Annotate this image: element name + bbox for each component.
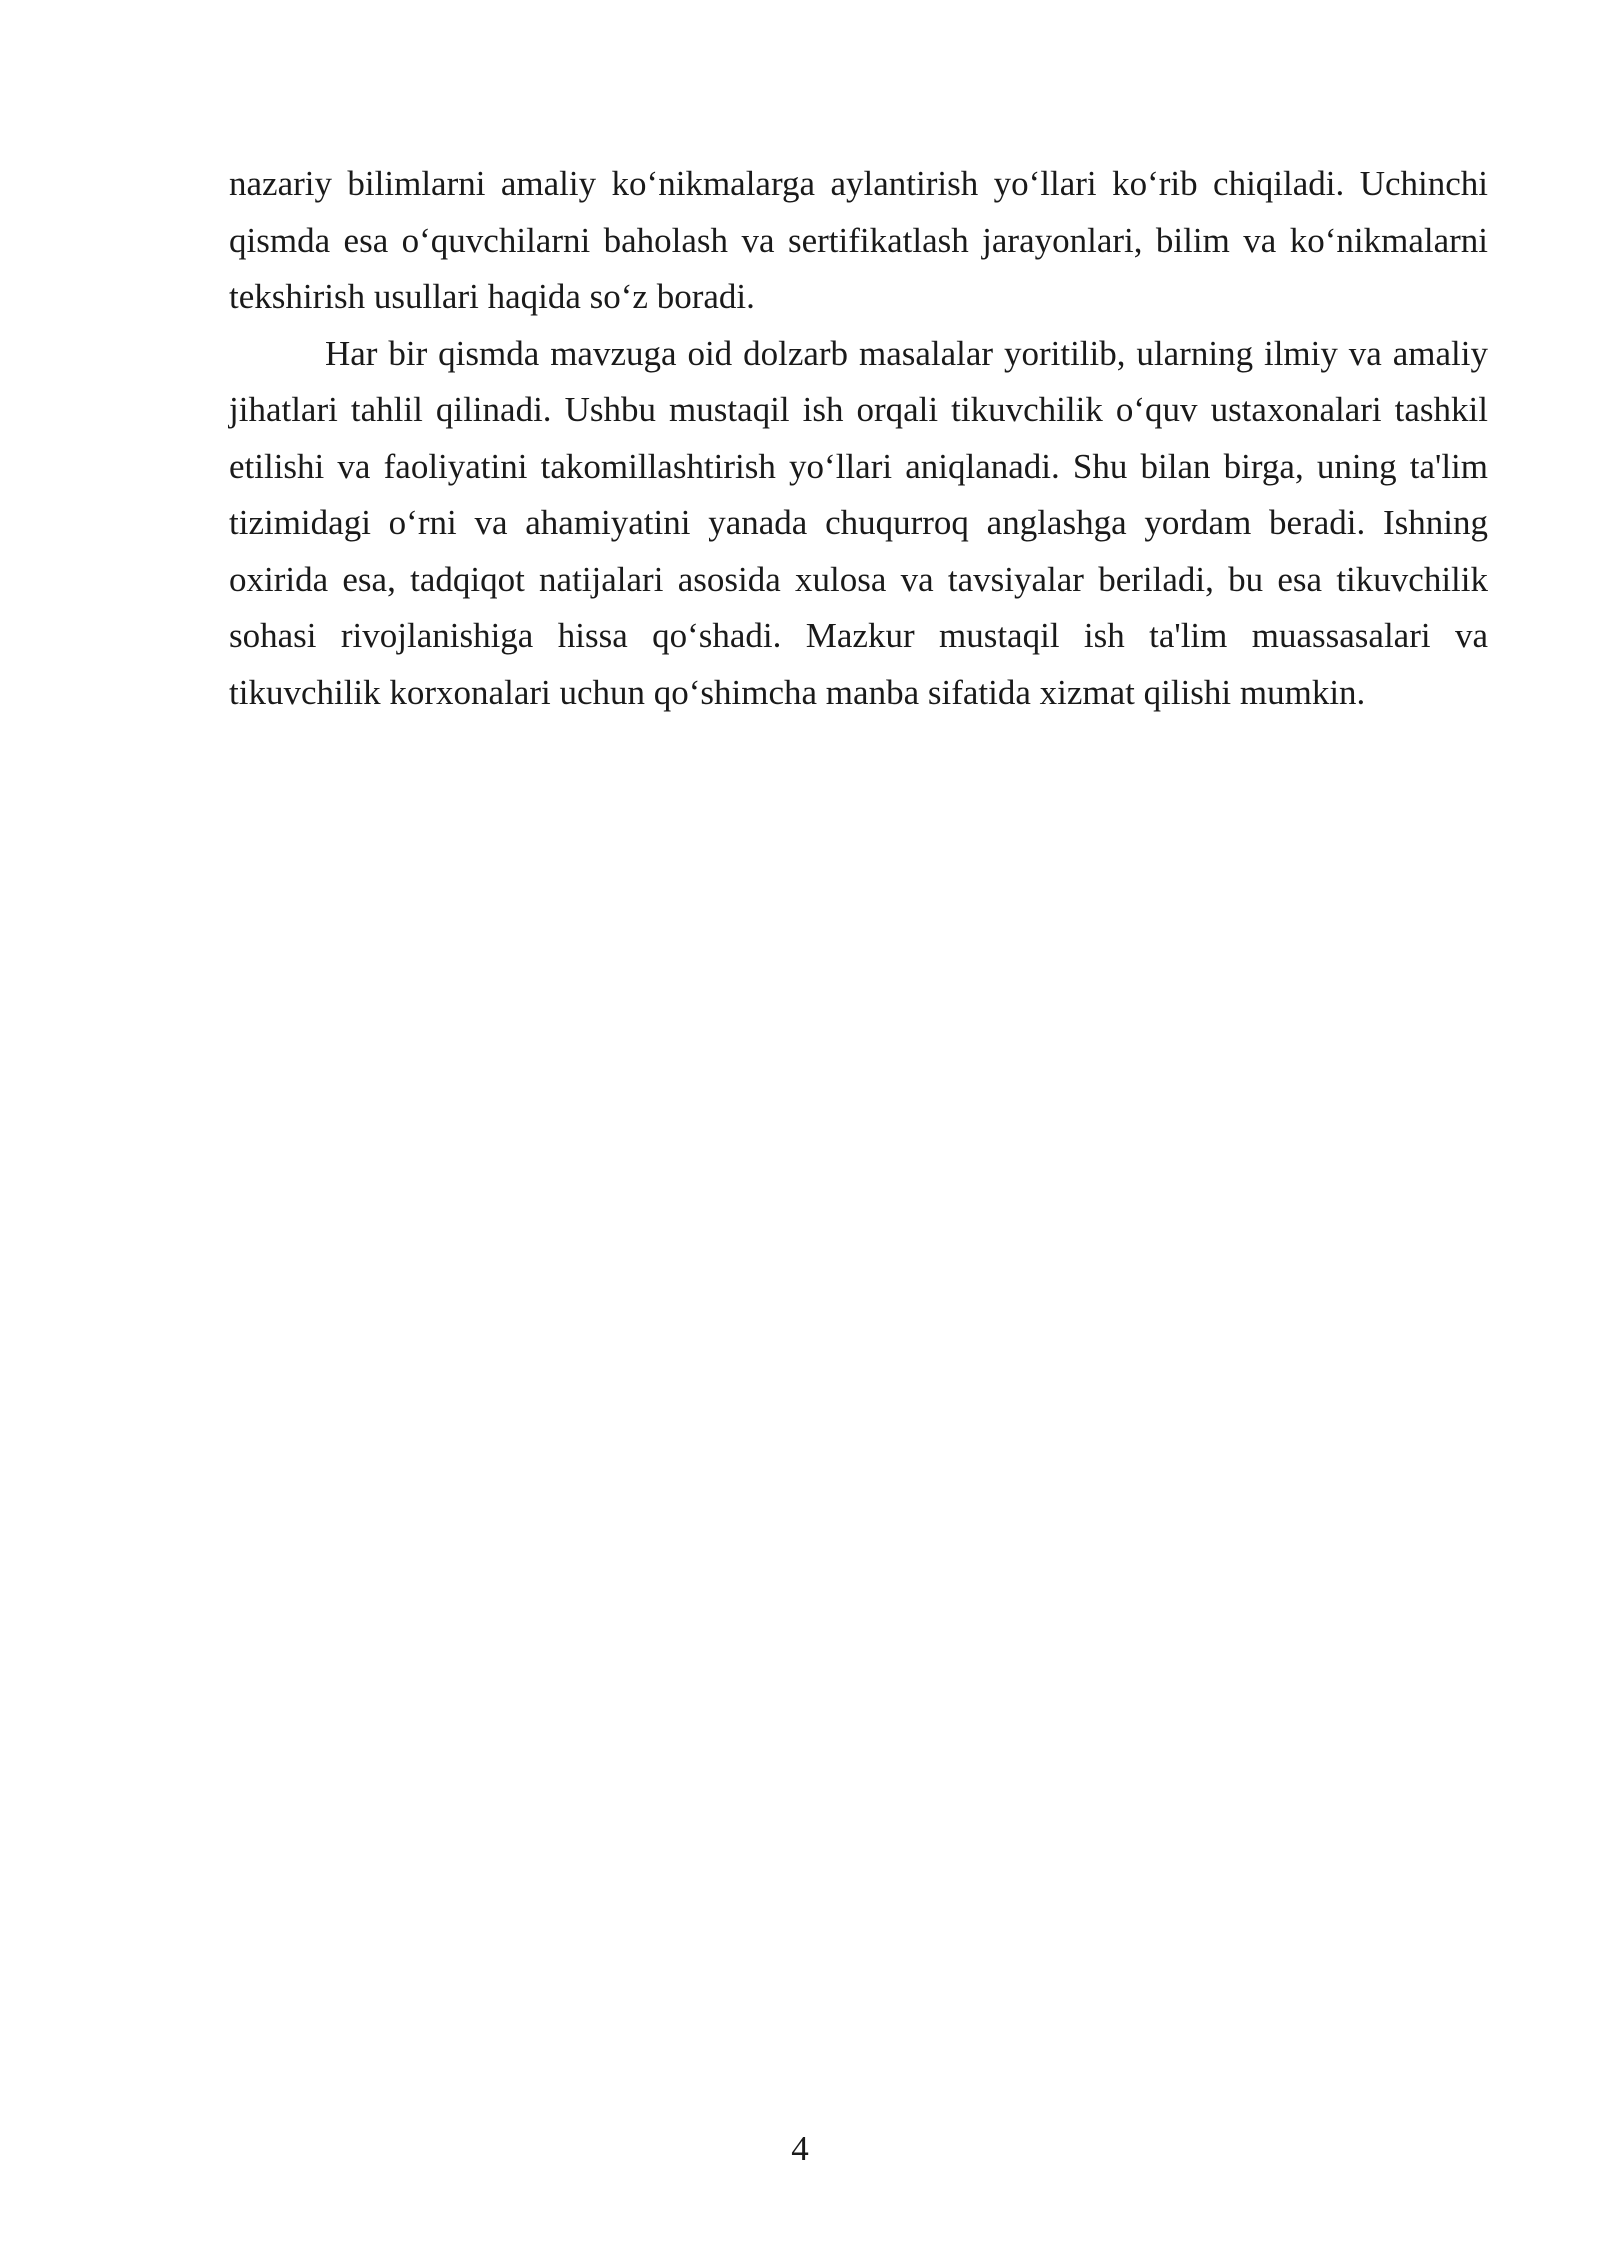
body-text — [229, 156, 1488, 721]
paragraph-continuation: nazariy bilimlarni amaliy ko‘nikmalarga aylantirish yo‘llari ko‘rib chiqiladi. Uchinchi qismda esa o‘quvchilarni baholash va sertifikatlash jarayonlari, bilim va ko‘nikmalarni tekshirish usullari haqida so‘z boradi. — [229, 164, 1488, 316]
paragraph: Har bir qismda mavzuga oid dolzarb masalalar yoritilib, ularning ilmiy va amaliy jihatlari tahlil qilinadi. Ushbu mustaqil ish orqali tikuvchilik o‘quv ustaxonalari tashkil etilishi va faoliyatini takomillashtirish yo‘llari aniqlanadi. Shu bilan birga, uning ta'lim tizimidagi o‘rni va ahamiyatini yanada chuqurroq anglashga yordam beradi. Ishning oxirida esa, tadqiqot natijalari asosida xulosa va tavsiyalar beriladi, bu esa tikuvchilik sohasi rivojlanishiga hissa qo‘shadi. Mazkur mustaqil ish ta'lim muassasalari va tikuvchilik korxonalari uchun qo‘shimcha manba sifatida xizmat qilishi mumkin. — [229, 333, 1488, 712]
page-number: 4 — [791, 2129, 809, 2168]
